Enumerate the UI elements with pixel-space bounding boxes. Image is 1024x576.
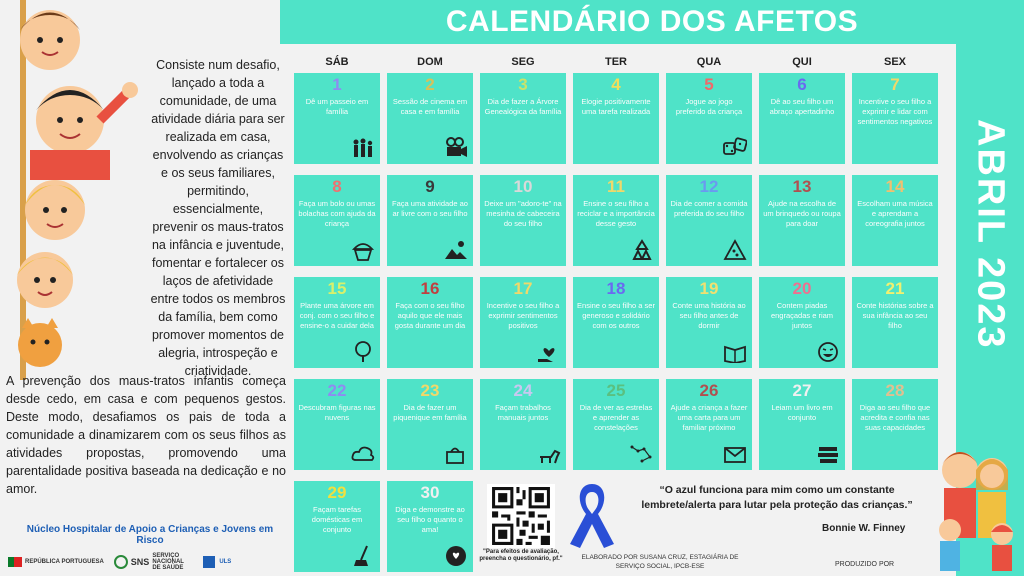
day-activity: Faça uma atividade ao ar livre com o seu filho xyxy=(392,199,468,218)
sns-logo xyxy=(114,553,193,571)
day-number: 7 xyxy=(890,75,900,94)
day-activity: Jogue ao jogo preferido da criança xyxy=(675,97,743,116)
day-activity: Dê um passeio em família xyxy=(305,97,369,116)
day-cell-14[interactable] xyxy=(852,175,938,266)
day-number: 16 xyxy=(420,279,440,298)
day-cell-15[interactable] xyxy=(294,277,380,368)
day-activity: Diga e demonstre ao seu filho o quanto o ama! xyxy=(395,505,465,534)
dice-icon xyxy=(723,137,747,159)
books-icon xyxy=(816,443,840,465)
day-number: 11 xyxy=(607,177,625,196)
dog-icon xyxy=(537,443,561,465)
day-cell-19[interactable] xyxy=(666,277,752,368)
day-number: 23 xyxy=(420,381,440,400)
republica-logo xyxy=(8,555,104,569)
day-number: 18 xyxy=(606,279,626,298)
day-activity: Dê ao seu filho um abraço apertadinho xyxy=(769,97,835,116)
day-activity: Ajude na escolha de um brinquedo ou roupa para doar xyxy=(763,199,841,228)
constellation-icon xyxy=(630,443,654,465)
sns-subtext: SERVIÇO NACIONAL DE SAÚDE xyxy=(152,553,184,571)
uls-logo xyxy=(202,555,231,569)
day-cell-3[interactable] xyxy=(480,73,566,164)
recycle-icon xyxy=(630,239,654,261)
day-activity: Conte histórias sobre a sua infância ao seu filho xyxy=(856,301,934,330)
weekday-tue: TER xyxy=(605,56,627,68)
month-label xyxy=(956,44,1024,424)
day-number: 14 xyxy=(885,177,905,196)
hospital-name: Núcleo Hospitalar de Apoio a Crianças e Jovens em Risco xyxy=(26,524,274,546)
day-activity: Deixe um "adoro-te" na mesinha de cabeceira do seu filho xyxy=(484,199,562,228)
day-activity: Façam trabalhos manuais juntos xyxy=(495,403,551,422)
day-activity: Incentive o seu filho a exprimir e lidar com sentimentos negativos xyxy=(857,97,933,126)
day-activity: Plante uma árvore em conj. com o seu filho e ensine-o a cuidar dela xyxy=(299,301,375,330)
picnic-icon xyxy=(444,443,468,465)
day-activity: Ensine o seu filho a reciclar e a importância desse gesto xyxy=(577,199,655,228)
day-cell-25[interactable] xyxy=(573,379,659,470)
qr-code[interactable] xyxy=(487,484,555,548)
logos-row xyxy=(8,551,280,573)
day-number: 9 xyxy=(425,177,435,196)
cloud-icon xyxy=(351,443,375,465)
day-number: 25 xyxy=(606,381,626,400)
day-number: 13 xyxy=(792,177,812,196)
book-icon xyxy=(723,341,747,363)
day-cell-6[interactable] xyxy=(759,73,845,164)
day-number: 21 xyxy=(885,279,905,298)
day-number: 30 xyxy=(420,483,440,502)
day-cell-16[interactable] xyxy=(387,277,473,368)
republica-text: REPÚBLICA PORTUGUESA xyxy=(25,559,104,565)
day-cell-28[interactable] xyxy=(852,379,938,470)
family-icon xyxy=(351,137,375,159)
day-cell-29[interactable] xyxy=(294,481,380,572)
day-cell-7[interactable] xyxy=(852,73,938,164)
day-cell-9[interactable] xyxy=(387,175,473,266)
day-cell-22[interactable] xyxy=(294,379,380,470)
day-number: 1 xyxy=(332,75,342,94)
weekday-sat: SÁB xyxy=(325,56,349,68)
page-title: CALENDÁRIO DOS AFETOS xyxy=(445,5,859,38)
weekday-fri: SEX xyxy=(883,56,906,68)
day-number: 2 xyxy=(425,75,435,94)
day-activity: Façam tarefas domésticas em conjunto xyxy=(311,505,363,534)
uls-icon xyxy=(202,555,216,569)
day-activity: Sessão de cinema em casa e em família xyxy=(392,97,468,116)
day-activity: Incentive o seu filho a exprimir sentimentos positivos xyxy=(486,301,560,330)
pizza-icon xyxy=(723,239,747,261)
day-number: 5 xyxy=(704,75,714,94)
day-activity: Leiam um livro em conjunto xyxy=(771,403,833,422)
laugh-icon xyxy=(816,341,840,363)
day-activity: Conte uma história ao seu filho antes de dormir xyxy=(672,301,746,330)
day-number: 20 xyxy=(792,279,812,298)
day-number: 17 xyxy=(513,279,533,298)
sns-text: SNS xyxy=(130,557,150,567)
day-cell-30[interactable] xyxy=(387,481,473,572)
day-cell-24[interactable] xyxy=(480,379,566,470)
day-number: 10 xyxy=(513,177,533,196)
blue-ribbon-icon xyxy=(564,478,620,550)
intro-text: Consiste num desafio, lançado a toda a comunidade, de uma atividade diária para ser realizada em casa, envolvendo as crianças e os seus familiares, permitindo, essencialmente, prevenir os maus-tratos na infância e juventude, fomentar e fortalecer os laços de afetividade entre todos os membros da família, bem como promover momentos de alegria, introspeção e criatividade. xyxy=(150,58,286,378)
uls-text: ULS xyxy=(219,559,232,565)
sns-icon xyxy=(114,555,128,569)
credit-text: ELABORADO POR SUSANA CRUZ, ESTAGIÁRIA DE SERVIÇO SOCIAL, IPCB-ESE xyxy=(581,554,739,570)
day-number: 8 xyxy=(332,177,342,196)
day-cell-13[interactable] xyxy=(759,175,845,266)
flag-icon xyxy=(8,555,22,569)
day-activity: Faça um bolo ou umas bolachas com ajuda da criança xyxy=(298,199,376,228)
day-cell-23[interactable] xyxy=(387,379,473,470)
day-cell-17[interactable] xyxy=(480,277,566,368)
envelope-icon xyxy=(723,443,747,465)
day-number: 24 xyxy=(513,381,533,400)
day-cell-18[interactable] xyxy=(573,277,659,368)
day-number: 15 xyxy=(327,279,347,298)
day-cell-10[interactable] xyxy=(480,175,566,266)
day-activity: Ajude a criança a fazer uma carta para um familiar próximo xyxy=(670,403,748,432)
cupcake-icon xyxy=(351,239,375,261)
day-number: 3 xyxy=(518,75,528,94)
camera-icon xyxy=(444,137,468,159)
heart-hand-icon xyxy=(537,341,561,363)
weekday-header xyxy=(294,56,944,70)
day-activity: Dia de fazer um piquenique em família xyxy=(393,403,467,422)
month-text: ABRIL 2023 xyxy=(969,118,1012,350)
day-activity: Faça com o seu filho aquilo que ele mais gosta durante um dia xyxy=(394,301,466,330)
children-illustration xyxy=(0,0,140,380)
day-number: 19 xyxy=(699,279,719,298)
day-cell-8[interactable] xyxy=(294,175,380,266)
day-cell-5[interactable] xyxy=(666,73,752,164)
love-icon xyxy=(444,545,468,567)
day-activity: Ensine o seu filho a ser generoso e solidário com os outros xyxy=(577,301,655,330)
day-number: 12 xyxy=(699,177,719,196)
day-activity: Descubram figuras nas nuvens xyxy=(298,403,376,422)
quote-text: “O azul funciona para mim como um constante lembrete/alerta para lutar pela proteção das crianças.” xyxy=(641,484,913,511)
weekday-mon: SEG xyxy=(511,56,535,68)
day-activity: Elogie positivamente uma tarefa realizada xyxy=(581,97,651,116)
qr-caption: "Para efeitos de avaliação, preencha o questionário, pf." xyxy=(479,549,563,562)
day-cell-27[interactable] xyxy=(759,379,845,470)
quote-author: Bonnie W. Finney xyxy=(822,523,906,534)
day-activity: Dia de ver as estrelas e aprender as constelações xyxy=(579,403,653,432)
produced-by: PRODUZIDO POR xyxy=(835,561,895,568)
weekday-wed: QUA xyxy=(696,56,722,68)
day-number: 27 xyxy=(792,381,812,400)
day-cell-1[interactable] xyxy=(294,73,380,164)
day-number: 22 xyxy=(327,381,347,400)
family-illustration xyxy=(930,440,1024,576)
day-activity: Escolham uma música e aprendam a coreografia juntos xyxy=(857,199,933,228)
day-cell-11[interactable] xyxy=(573,175,659,266)
prevention-text: A prevenção dos maus-tratos infantis começa desde cedo, em casa e com pequenos gestos. Deste modo, desafiamos os pais de toda a comunidade a dinamizarem com os seus filhos as atividades propostas, promovendo uma parentalidade positiva baseada na dedicação e no amor. xyxy=(6,374,286,496)
day-activity: Contem piadas engraçadas e riam juntos xyxy=(770,301,834,330)
day-number: 28 xyxy=(885,381,905,400)
tree-icon xyxy=(351,341,375,363)
mop-icon xyxy=(351,545,375,567)
day-cell-4[interactable] xyxy=(573,73,659,164)
day-number: 29 xyxy=(327,483,347,502)
day-activity: Dia de comer a comida preferida do seu filho xyxy=(670,199,748,218)
day-number: 4 xyxy=(611,75,621,94)
weekday-sun: DOM xyxy=(417,56,443,68)
weekday-thu: QUI xyxy=(792,56,812,68)
day-cell-26[interactable] xyxy=(666,379,752,470)
day-cell-12[interactable] xyxy=(666,175,752,266)
landscape-icon xyxy=(444,239,468,261)
day-activity: Diga ao seu filho que acredita e confia nas suas capacidades xyxy=(859,403,931,432)
day-cell-2[interactable] xyxy=(387,73,473,164)
day-cell-20[interactable] xyxy=(759,277,845,368)
day-number: 6 xyxy=(797,75,807,94)
day-activity: Dia de fazer a Árvore Genealógica da família xyxy=(484,97,562,116)
day-cell-21[interactable] xyxy=(852,277,938,368)
day-number: 26 xyxy=(699,381,719,400)
